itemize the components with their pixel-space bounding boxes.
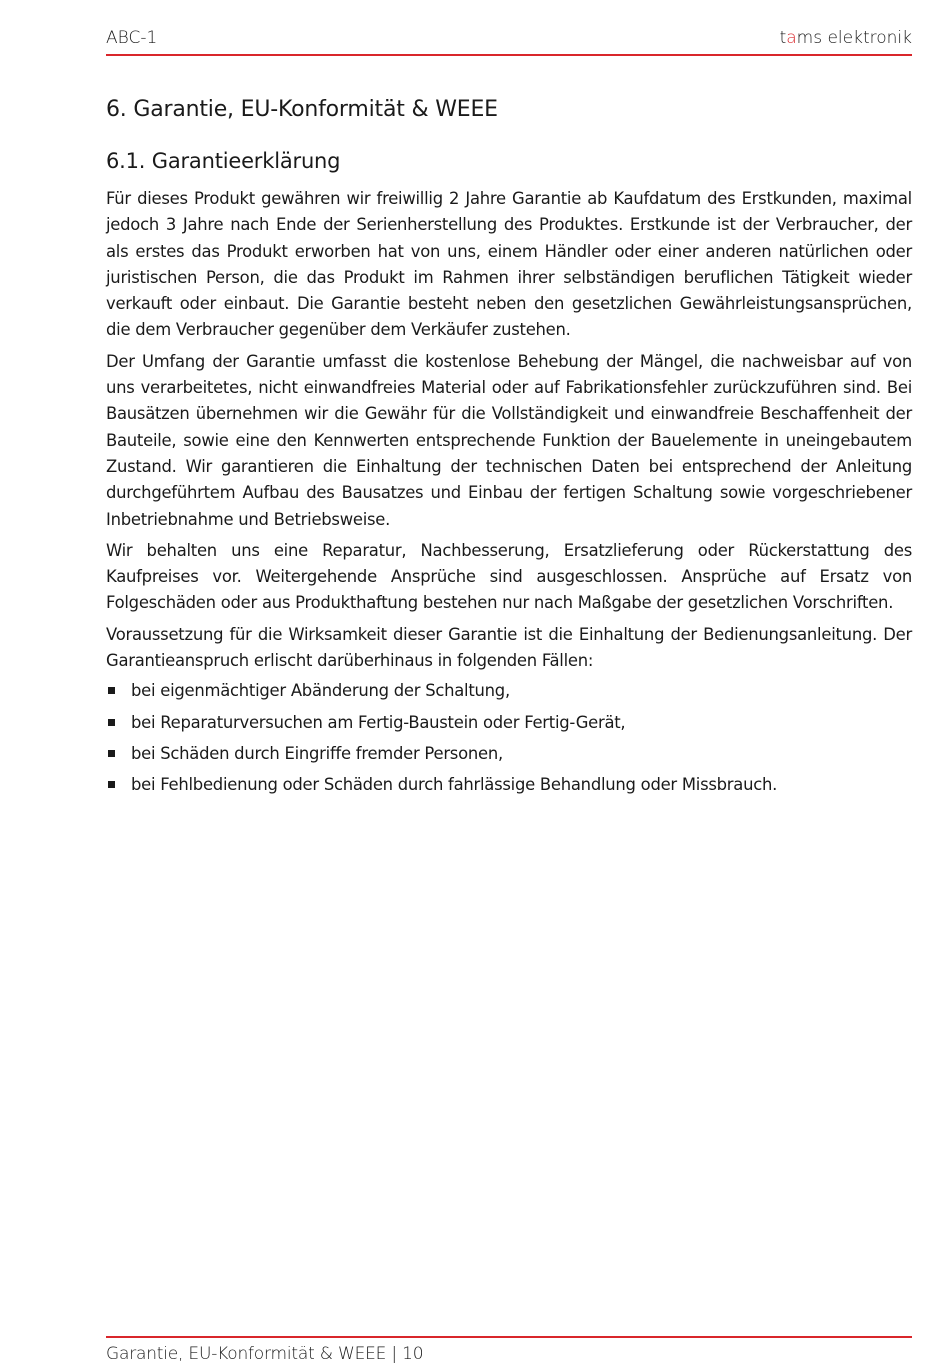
subsection-title: 6.1. Garantieerklärung [106,149,341,173]
square-bullet-icon [108,687,115,694]
page-content [106,94,912,804]
brand-letter-a: a [786,28,797,48]
page-header [106,26,912,56]
paragraph-warranty-remedies: Wir behalten uns eine Reparatur, Nachbesserung, Ersatzlieferung oder Rückerstattung des Kaufpreises vor. Weitergehende Ansprüche sind ausgeschlossen. Ansprüche auf Ersatz von Folgeschäden oder aus Produkthaftung bestehen nur nach Maßgabe der gesetzlichen Vorschriften. [106,540,912,613]
list-item [106,710,912,736]
list-item [106,678,912,704]
list-item [106,772,912,798]
exclusion-list [106,678,912,798]
list-item-text: bei Fehlbedienung oder Schäden durch fahrlässige Behandlung oder Missbrauch. [131,775,778,795]
square-bullet-icon [108,719,115,726]
square-bullet-icon [108,781,115,788]
paragraph-warranty-scope: Für dieses Produkt gewähren wir freiwillig 2 Jahre Garantie ab Kaufdatum des Erstkunden, maximal jedoch 3 Jahre nach Ende der Serienherstellung des Produktes. Erstkunde ist der Verbraucher, der als erstes das Produkt erworben hat von uns, einem Händler oder einer anderen natürlichen oder juristischen Person, die das Produkt im Rahmen ihrer selbständigen beruflichen Tätigkeit wieder verkauft oder einbaut. Die Garantie besteht neben den gesetzlichen Gewährleistungsansprüchen, die dem Verbraucher gegenüber dem Verkäufer zustehen. [106,189,912,340]
brand-letter-t: t [779,28,787,48]
page-footer [106,1336,912,1364]
brand-rest: ms elektronik [796,28,912,48]
document-id: ABC-1 [106,28,158,48]
paragraph-warranty-coverage: Der Umfang der Garantie umfasst die kostenlose Behebung der Mängel, die nachweisbar auf von uns verarbeitetes, nicht einwandfreies Material oder auf Fabrikationsfehler zurückzuführen sind. Bei Bausätzen übernehmen wir die Gewähr für die Vollständigkeit und einwandfreie Beschaffenheit der Bauteile, sowie eine den Kennwerten entsprechende Funktion der Bauelemente in uneingebautem Zustand. Wir garantieren die Einhaltung der technischen Daten bei entsprechend der Anleitung durchgeführtem Aufbau des Bausatzes und Einbau der fertigen Schaltung sowie vorgeschriebener Inbetriebnahme und Betriebsweise. [106,351,912,529]
list-item-text: bei eigenmächtiger Abänderung der Schaltung, [131,681,510,701]
brand-name [780,28,912,48]
list-item-text: bei Schäden durch Eingriffe fremder Personen, [131,743,503,763]
list-item [106,741,912,767]
section-title: 6. Garantie, EU-Konformität & WEEE [106,97,498,122]
footer-text: Garantie, EU-Konformität & WEEE | 10 [106,1344,424,1364]
list-item-text: bei Reparaturversuchen am Fertig-Baustein oder Fertig-Gerät, [131,712,626,732]
paragraph-warranty-conditions: Voraussetzung für die Wirksamkeit dieser Garantie ist die Einhaltung der Bedienungsanleitung. Der Garantieanspruch erlischt darüberhinaus in folgenden Fällen: [106,624,912,671]
square-bullet-icon [108,750,115,757]
